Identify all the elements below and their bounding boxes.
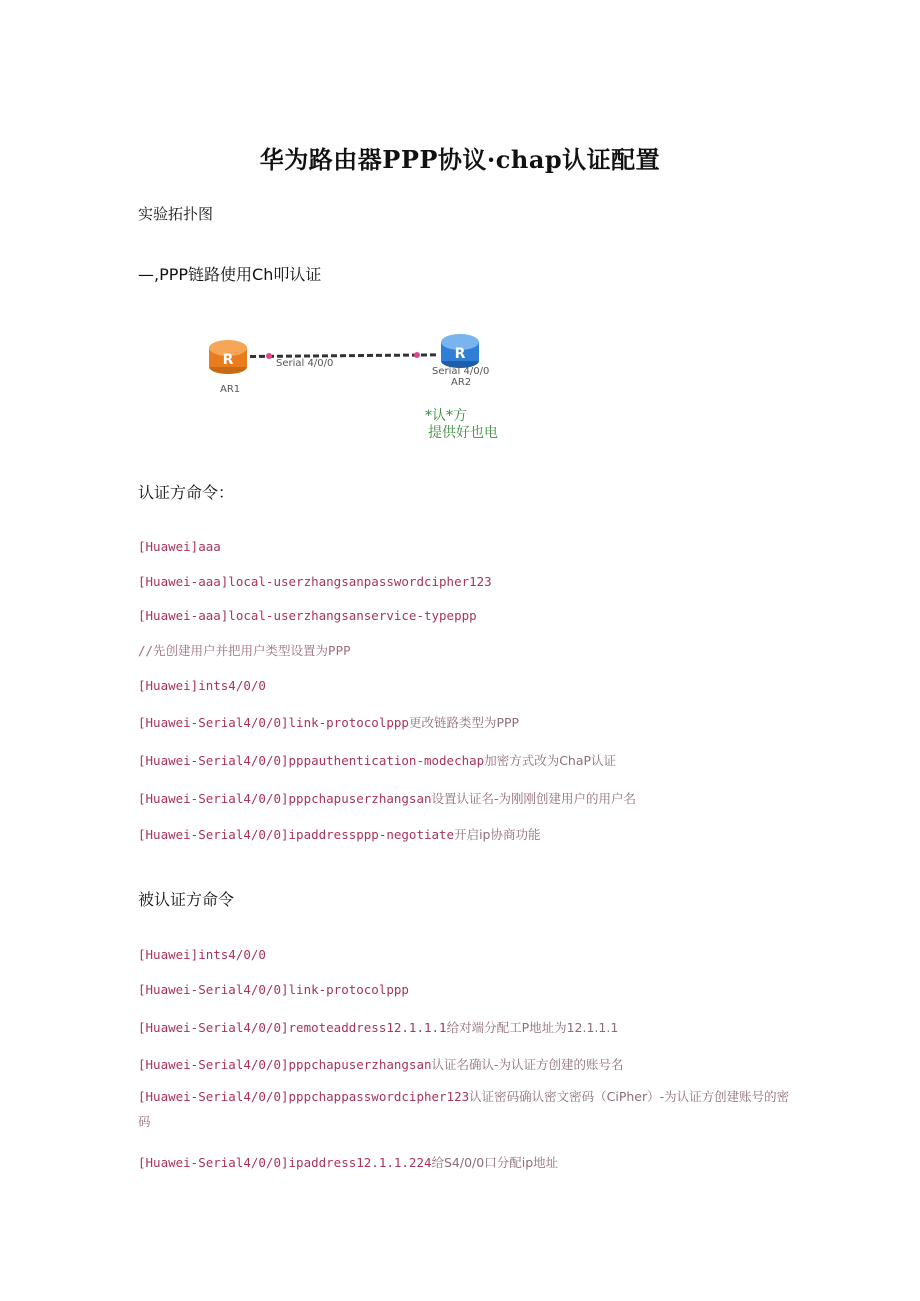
command-line: [Huawei-Serial4/0/0]pppchapuserzhangsan认证名确认-为认证方创建的账号名 xyxy=(138,1057,624,1072)
port-label-right: Serial 4/0/0 xyxy=(432,366,490,377)
command-note: 认证密码确认密文密码（CiPher）-为认证方创建账号的密码 xyxy=(138,1089,790,1129)
command-line: [Huawei-Serial4/0/0]pppchappasswordcipher123认证密码确认密文密码（CiPher）-为认证方创建账号的密码 xyxy=(138,1089,790,1129)
command-note: 给对端分配工P地址为12.1.1.1 xyxy=(446,1020,619,1035)
command-line: [Huawei]ints4/0/0 xyxy=(138,947,266,962)
peer-side-heading: 被认证方命令 xyxy=(138,890,235,909)
diagram-annotation-line2: 提供好也电 xyxy=(428,425,498,441)
command-note: 更改链路类型为PPP xyxy=(408,715,520,730)
command-line: [Huawei]aaa xyxy=(138,539,221,554)
ppp-chap-heading: —,PPP链路使用Ch叩认证 xyxy=(138,265,322,284)
command-line: [Huawei-Serial4/0/0]link-protocolppp xyxy=(138,982,409,997)
command-line: [Huawei-Serial4/0/0]pppauthentication-modechap加密方式改为ChaP认证 xyxy=(138,753,617,768)
command-note: 认证名确认-为认证方创建的账号名 xyxy=(431,1057,624,1072)
command-note: 加密方式改为ChaP认证 xyxy=(484,753,617,768)
command-line: [Huawei-aaa]local-userzhangsanservice-typeppp xyxy=(138,608,477,623)
command-line: [Huawei-Serial4/0/0]pppchapuserzhangsan设置认证名-为刚刚创建用户的用户名 xyxy=(138,791,637,806)
router-icon xyxy=(206,334,250,378)
command-line: [Huawei-Serial4/0/0]ipaddress12.1.1.224给S4/0/0口分配ip地址 xyxy=(138,1155,559,1170)
command-note: 开启ip协商功能 xyxy=(454,827,541,842)
command-note: 设置认证名-为刚刚创建用户的用户名 xyxy=(431,791,637,806)
svg-text:R: R xyxy=(454,346,466,362)
command-line: [Huawei-Serial4/0/0]link-protocolppp更改链路类型为PPP xyxy=(138,715,520,730)
command-comment: //先创建用户并把用户类型设置为PPP xyxy=(138,643,351,658)
router-label-ar2: AR2 xyxy=(451,377,472,388)
topology-heading: 实验拓扑图 xyxy=(138,205,214,223)
auth-side-heading: 认证方命令： xyxy=(138,483,235,502)
svg-text:R: R xyxy=(222,352,234,368)
link-endpoint-right xyxy=(414,352,420,358)
document-title: 华为路由器PPP协议·chap认证配置 xyxy=(259,145,661,174)
command-line: [Huawei]ints4/0/0 xyxy=(138,678,266,693)
command-line: [Huawei-Serial4/0/0]remoteaddress12.1.1.1给对端分配工P地址为12.1.1.1 xyxy=(138,1020,619,1035)
command-line: [Huawei-Serial4/0/0]ipaddressppp-negotiate开启ip协商功能 xyxy=(138,827,541,842)
command-line: [Huawei-aaa]local-userzhangsanpasswordcipher123 xyxy=(138,574,492,589)
link-endpoint-left xyxy=(266,353,272,359)
router-label-ar1: AR1 xyxy=(220,384,241,395)
diagram-annotation-line1: *认*方 xyxy=(425,408,467,424)
port-label-left: Serial 4/0/0 xyxy=(276,358,334,369)
command-note: 给S4/0/0口分配ip地址 xyxy=(431,1155,559,1170)
